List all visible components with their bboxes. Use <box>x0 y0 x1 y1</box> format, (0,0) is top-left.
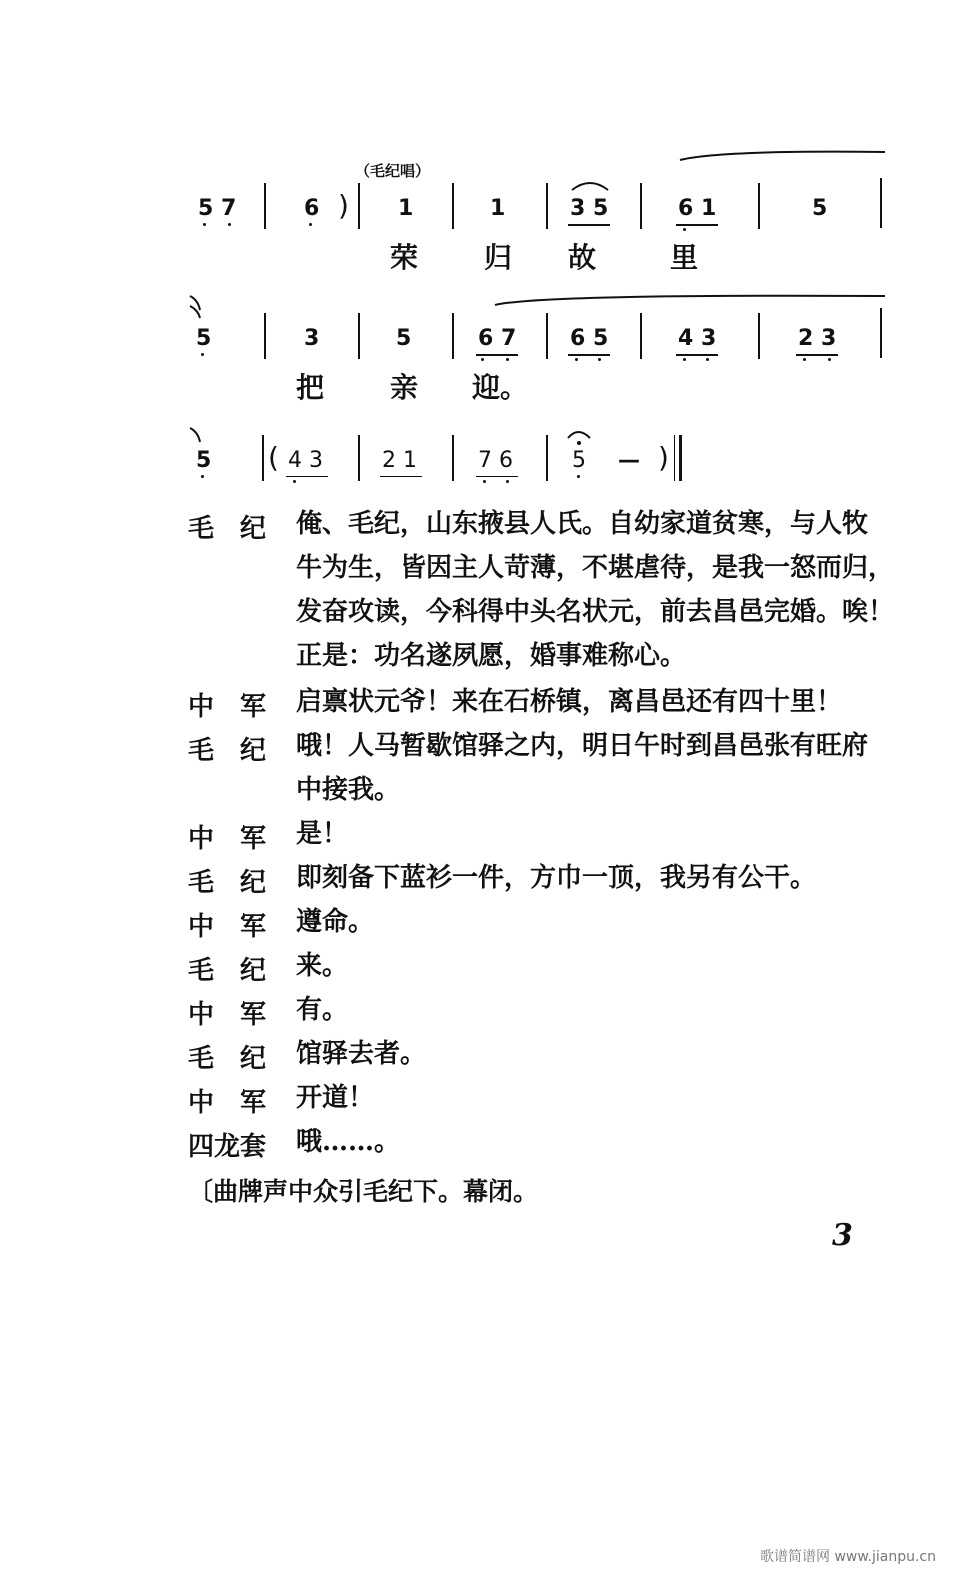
note: 6 7 <box>478 326 517 351</box>
note: 7 6 <box>478 448 513 473</box>
speaker-label: 毛纪 <box>188 514 293 544</box>
lyric: 荣 <box>390 241 419 274</box>
note: 2 3 <box>798 326 837 351</box>
watermark: 歌谱简谱网 www.jianpu.cn <box>760 1549 936 1565</box>
page-number: 3 <box>832 1218 853 1253</box>
singer-note: （毛纪唱） <box>355 162 431 180</box>
speech-text: 遵命。 <box>296 907 375 937</box>
slur-lines <box>0 0 974 480</box>
note: 5 <box>196 448 212 473</box>
speaker-label: 中军 <box>188 692 293 722</box>
paren: ( <box>268 441 279 474</box>
speaker-label: 毛纪 <box>188 1044 293 1074</box>
note: 3 5 <box>570 196 609 221</box>
speaker-label: 中军 <box>188 1000 293 1030</box>
speech-text: 俺、毛纪，山东掖县人氏。自幼家道贫寒，与人牧 牛为生，皆因主人苛薄，不堪虐待，是我一怒而归， 发奋攻读，今科得中头名状元，前去昌邑完婚。唉！ 正是：功名遂夙愿，婚事难称心。 <box>296 509 895 671</box>
speech-text: 哦！人马暂歇馆驿之内，明日午时到昌邑张有旺府 中接我。 <box>296 731 869 805</box>
lyric: 故 <box>568 241 597 274</box>
note: 3 <box>304 326 320 351</box>
lyric: 迎。 <box>472 371 529 404</box>
dash: — <box>618 448 640 473</box>
speaker-label: 中军 <box>188 824 293 854</box>
speech-text: 馆驿去者。 <box>296 1039 427 1069</box>
note: 6 5 <box>570 326 609 351</box>
note: 2 1 <box>382 448 417 473</box>
note: 4 3 <box>288 448 323 473</box>
note: 5 <box>396 326 412 351</box>
speech-text: 是！ <box>296 819 349 849</box>
note: 5 <box>572 448 586 473</box>
speech-text: 有。 <box>296 995 349 1025</box>
speaker-label: 毛纪 <box>188 868 293 898</box>
lyric: 归 <box>484 241 513 274</box>
speaker-label: 毛纪 <box>188 736 293 766</box>
speech-text: 启禀状元爷！来在石桥镇，离昌邑还有四十里！ <box>296 687 843 717</box>
lyric: 把 <box>296 371 325 404</box>
paren: ) <box>658 441 669 474</box>
note: 1 <box>398 196 414 221</box>
speaker-label: 中军 <box>188 1088 293 1118</box>
note: 5 7 <box>198 196 237 221</box>
note: 6 <box>304 196 320 221</box>
speech-text: 哦……。 <box>296 1127 401 1157</box>
speech-text: 即刻备下蓝衫一件，方巾一顶，我另有公干。 <box>296 863 817 893</box>
speaker-label: 四龙套 <box>188 1132 267 1162</box>
lyric: 亲 <box>390 371 419 404</box>
speaker-label: 中军 <box>188 912 293 942</box>
speech-text: 来。 <box>296 951 349 981</box>
lyric: 里 <box>670 241 699 274</box>
note: 4 3 <box>678 326 717 351</box>
speech-text: 开道！ <box>296 1083 375 1113</box>
stage-direction: 〔曲牌声中众引毛纪下。幕闭。 <box>188 1177 539 1206</box>
note: 6 1 <box>678 196 717 221</box>
note: 5 <box>812 196 828 221</box>
speaker-label: 毛纪 <box>188 956 293 986</box>
paren: ) <box>338 189 349 222</box>
note: 5 <box>196 326 212 351</box>
note: 1 <box>490 196 506 221</box>
